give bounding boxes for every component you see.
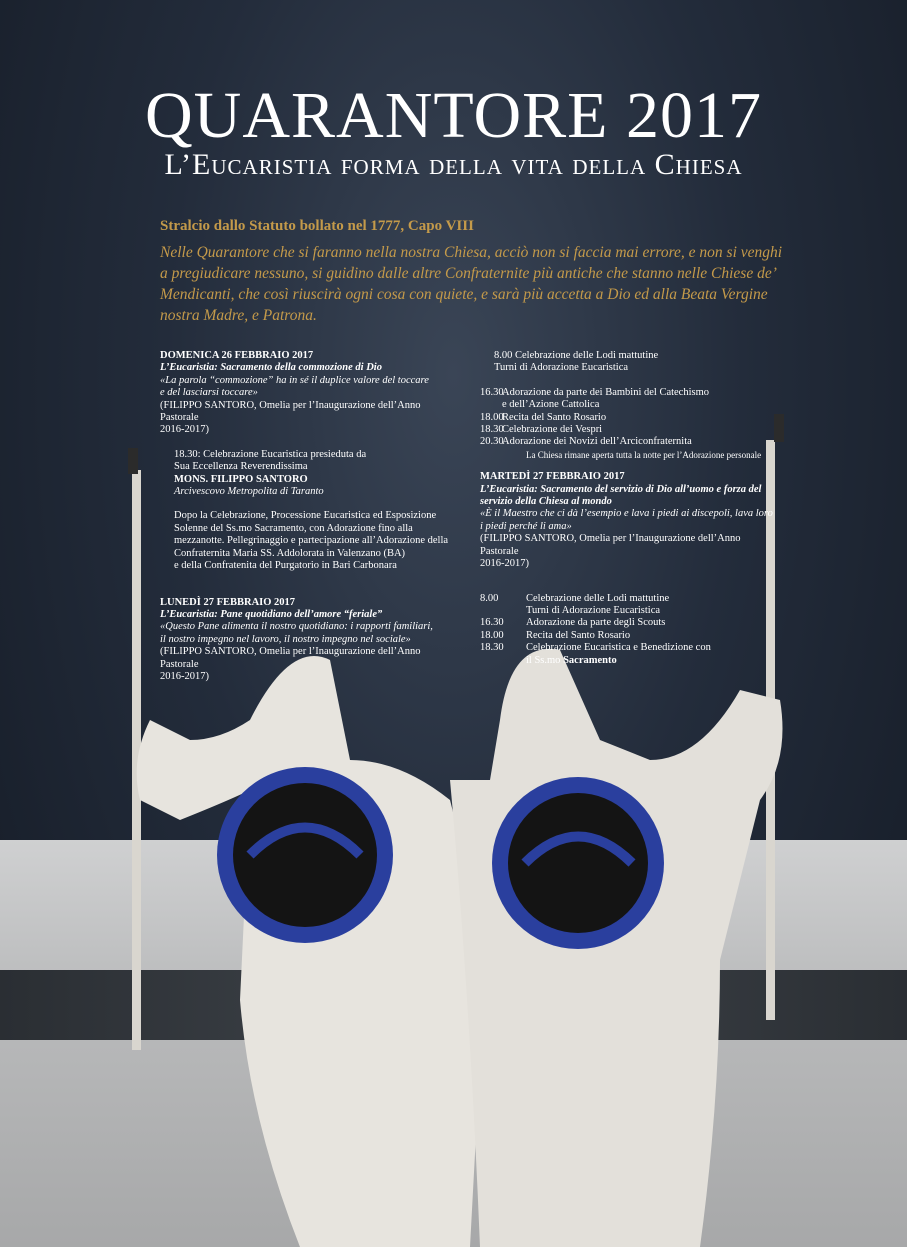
tuesday-schedule-row: 18.30 Celebrazione Eucaristica e Benedizione con	[480, 642, 711, 654]
monday-night-note: La Chiesa rimane aperta tutta la notte per l’Adorazione personale	[526, 449, 762, 460]
monday-theme: L’Eucaristia: Pane quotidiano dell’amore “feriale”	[160, 608, 383, 620]
tuesday-quote-line: «È il Maestro che ci dà l’esempio e lava i piedi ai discepoli, lava loro	[480, 508, 773, 520]
sunday-theme: L’Eucaristia: Sacramento della commozione di Dio	[160, 362, 382, 374]
tuesday-reference-line: (FILIPPO SANTORO, Omelia per l’Inaugurazione dell’Anno Pastorale	[480, 533, 741, 557]
sunday-after-line: Confraternita Maria SS. Addolorata in Valenzano (BA)	[174, 547, 406, 559]
monday-schedule-row: 18.30 Celebrazione dei Vespri	[480, 424, 603, 436]
monday-schedule-text: Celebrazione delle Lodi mattutine	[515, 350, 659, 361]
tuesday-schedule-row: Turni di Adorazione Eucaristica	[526, 604, 661, 616]
tuesday-schedule-row: 8.00 Celebrazione delle Lodi mattutine	[480, 592, 670, 604]
page-title: QUARANTORE 2017	[145, 79, 762, 152]
sunday-after-line: Dopo la Celebrazione, Processione Eucaristica ed Esposizione	[174, 510, 437, 522]
monday-quote-line: «Questo Pane alimenta il nostro quotidiano: i rapporti familiari,	[160, 621, 433, 633]
sunday-quote-line: «La parola “commozione” ha in sé il duplice valore del toccare	[160, 374, 429, 386]
tuesday-reference-line: 2016-2017)	[480, 558, 529, 570]
monday-reference-line: (FILIPPO SANTORO, Omelia per l’Inaugurazione dell’Anno Pastorale	[160, 646, 421, 670]
monday-schedule-row: 18.00 Recita del Santo Rosario	[480, 411, 607, 423]
tuesday-quote-line: i piedi perché li ama»	[480, 520, 572, 532]
tuesday-theme-line: servizio della Chiesa al mondo	[480, 496, 612, 508]
tuesday-schedule-row: 18.00 Recita del Santo Rosario	[480, 629, 631, 641]
sunday-after-line: Solenne del Ss.mo Sacramento, con Adorazione fino alla	[174, 522, 413, 534]
program-left-column	[160, 350, 460, 683]
statute-heading: Stralcio dallo Statuto bollato nel 1777, Capo VIII	[160, 218, 474, 234]
sunday-date: DOMENICA 26 FEBBRAIO 2017	[160, 350, 314, 361]
sunday-reference-line: (FILIPPO SANTORO, Omelia per l’Inaugurazione dell’Anno Pastorale	[160, 399, 421, 424]
sunday-quote-line: e del lasciarsi toccare»	[160, 387, 258, 399]
page-subtitle: L’Eucaristia forma della vita della Chiesa	[164, 148, 743, 181]
tuesday-theme-line: L’Eucaristia: Sacramento del servizio di Dio all’uomo e forza del	[480, 483, 762, 495]
monday-schedule-row: e dell’Azione Cattolica	[502, 399, 600, 411]
tuesday-schedule-row: il Ss.mo Sacramento	[526, 654, 617, 666]
monday-schedule-text: Turni di Adorazione Eucaristica	[494, 362, 629, 374]
monday-schedule-line: 8.00	[494, 350, 513, 361]
monday-schedule-row: 20.30 Adorazione dei Novizi dell’Arciconfraternita	[480, 436, 692, 448]
statute-quote: Nelle Quarantore che si faranno nella nostra Chiesa, acciò non si faccia mai errore, e non si venghi a pregiudicare nessuno, si guidino dalle altre Confraternite più antiche che stanno nelle Chiese de’ Mendicanti, che così riuscirà ogni cosa con quiete, e sarà più accetta a Dio ed alla Beata Vergine nostra Madre, e Patrona.	[160, 244, 783, 324]
sunday-mass-line: Sua Eccellenza Reverendissima	[174, 461, 308, 473]
tuesday-date: MARTEDÌ 27 FEBBRAIO 2017	[480, 471, 625, 483]
sunday-after-line: mezzanotte. Pellegrinaggio e partecipazione all’Adorazione della	[174, 535, 449, 547]
monday-reference-line: 2016-2017)	[160, 670, 209, 682]
sunday-after-line: e della Confratenita del Purgatorio in Bari Carbonara	[174, 560, 397, 572]
monday-quote-line: il nostro impegno nel lavoro, il nostro impegno nel sociale»	[160, 633, 411, 645]
sunday-mass-line: 18.30: Celebrazione Eucaristica presieduta da	[174, 448, 367, 460]
sunday-celebrant: MONS. FILIPPO SANTORO	[174, 473, 308, 485]
tuesday-schedule-row: 16.30 Adorazione da parte degli Scouts	[480, 617, 666, 629]
program-right-column	[480, 350, 780, 667]
sunday-celebrant-title: Arcivescovo Metropolita di Taranto	[174, 486, 324, 498]
monday-schedule-row: 16.30 Adorazione da parte dei Bambini del Catechismo	[480, 386, 710, 398]
monday-date: LUNEDÌ 27 FEBBRAIO 2017	[160, 596, 296, 608]
sunday-reference-line: 2016-2017)	[160, 424, 209, 436]
